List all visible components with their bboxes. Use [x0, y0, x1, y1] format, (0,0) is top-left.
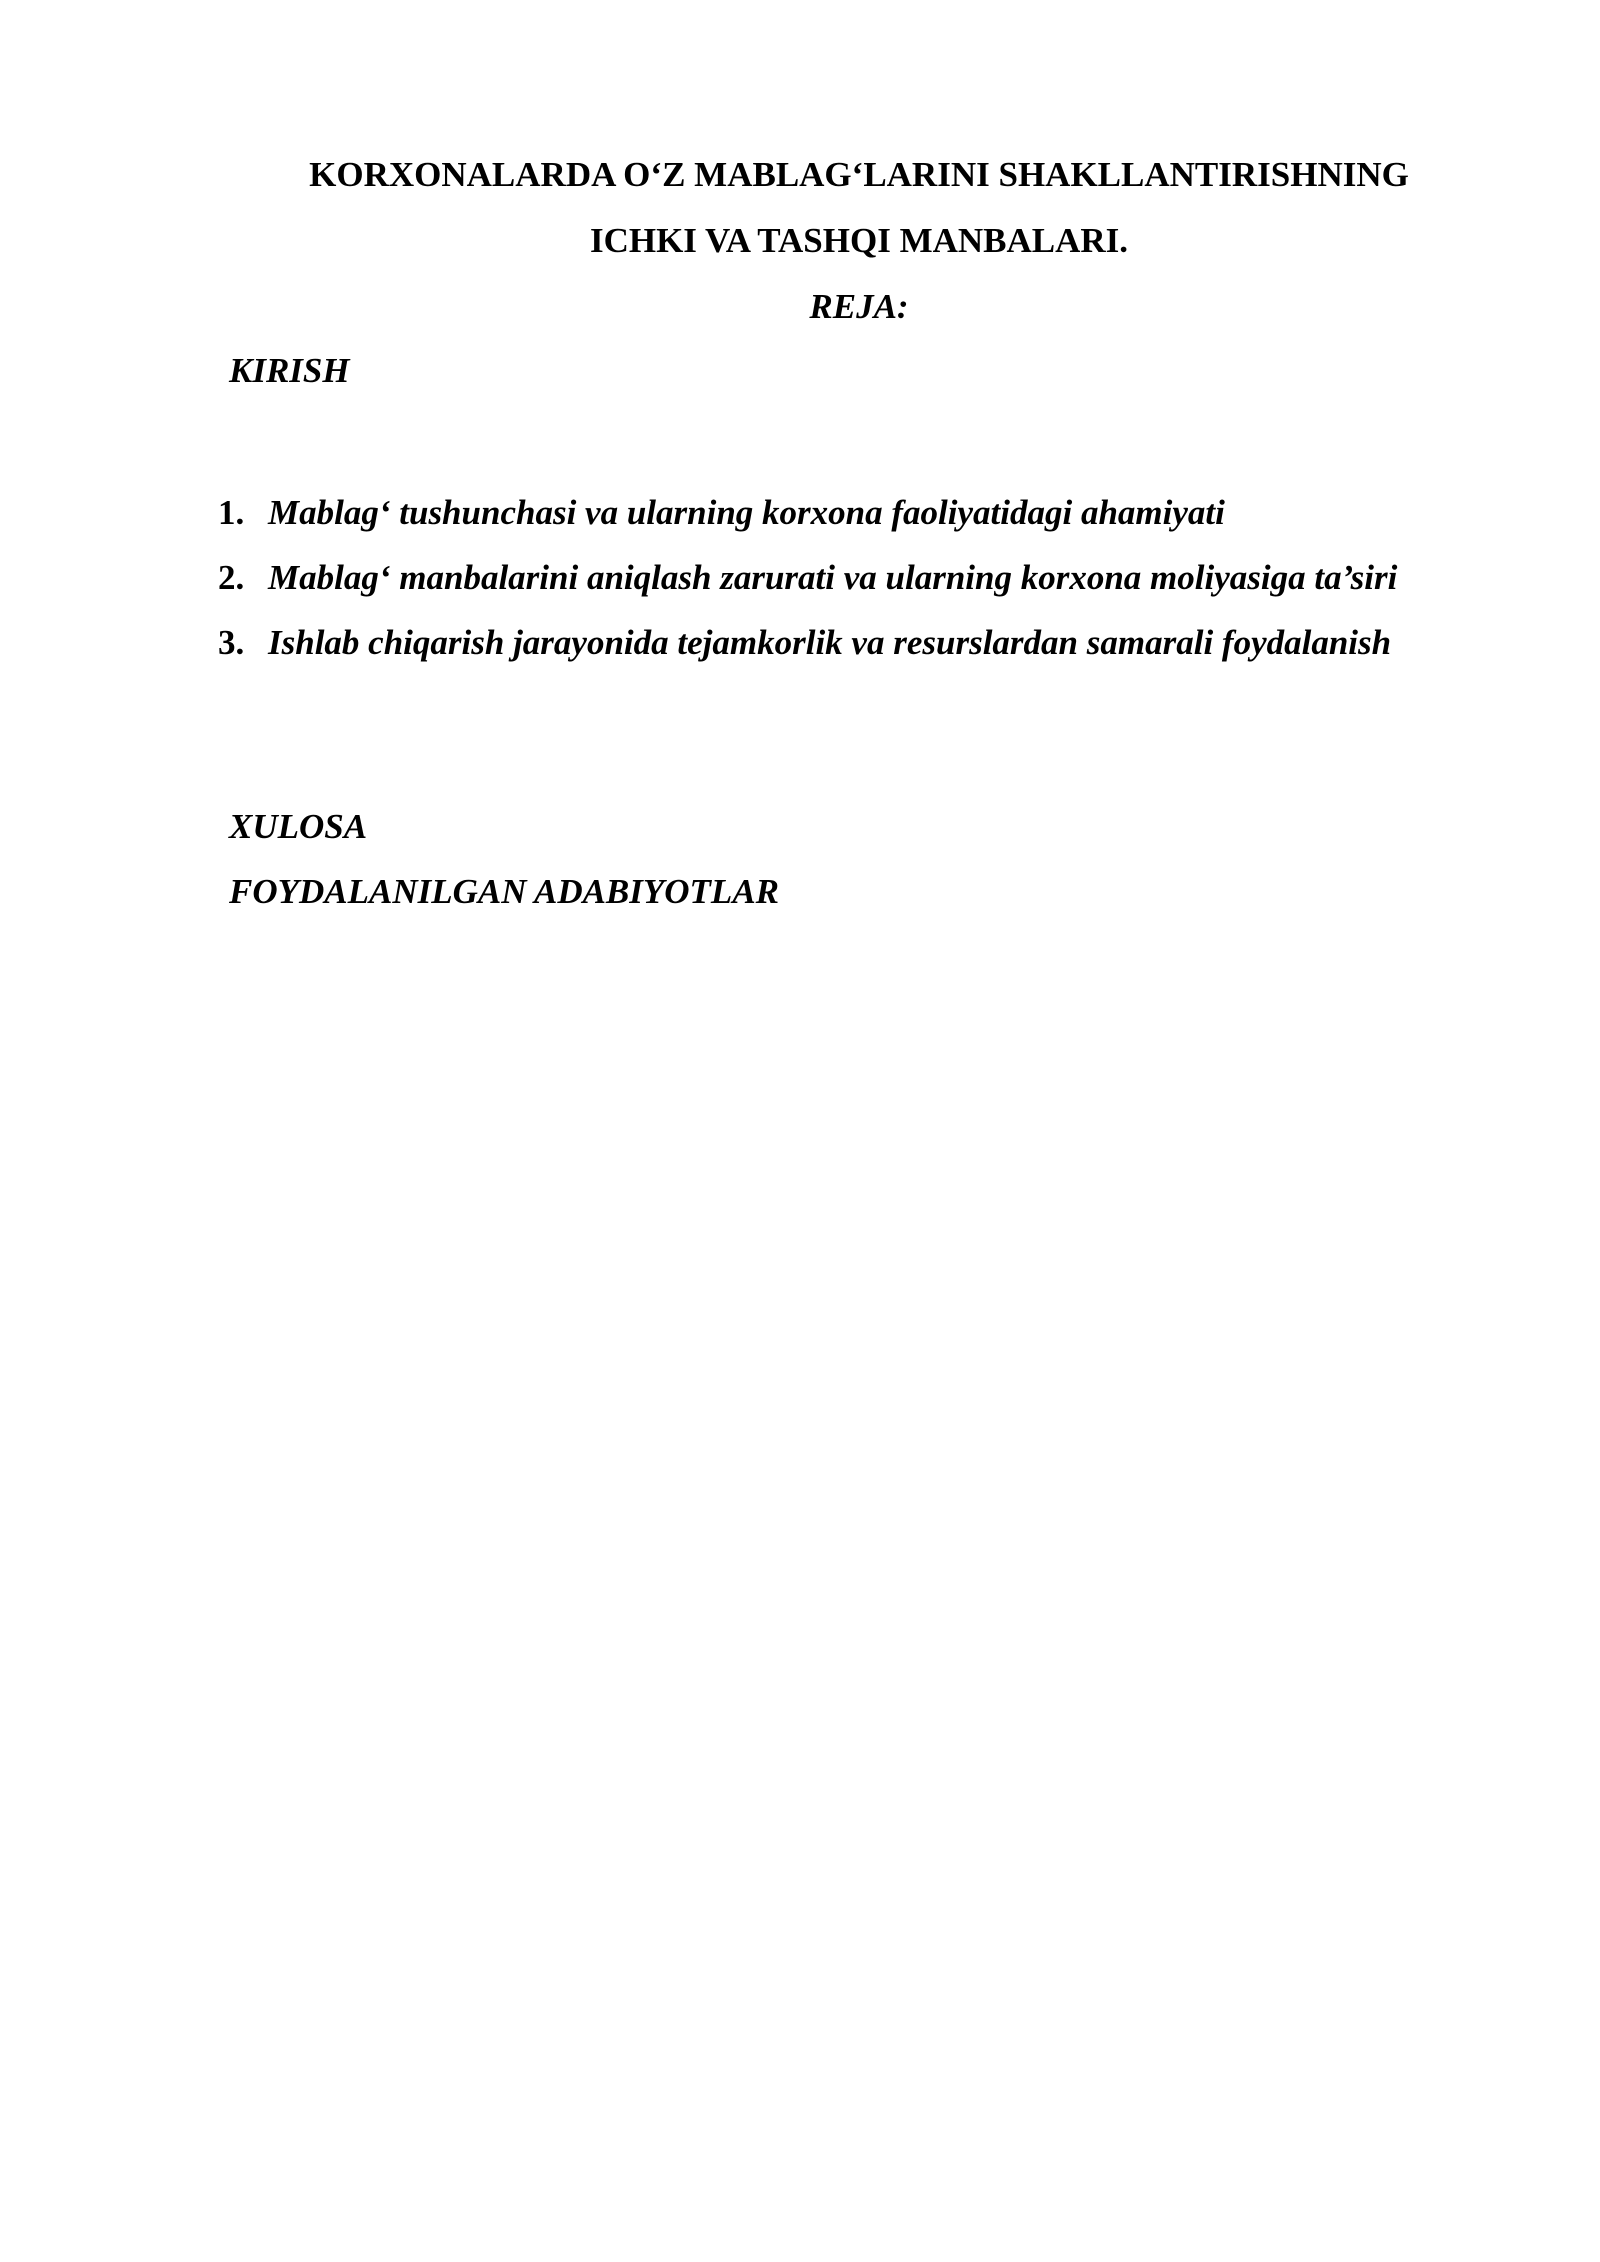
plan-item-2: [218, 545, 1468, 610]
intro-heading: KIRISH: [229, 351, 350, 390]
plan-item-text: Mablag‘ tushunchasi va ularning korxona faoliyatidagi ahamiyati: [268, 493, 1225, 532]
plan-item-number: 1.: [218, 493, 245, 532]
plan-item-3: [218, 610, 1518, 675]
plan-heading: REJA:: [809, 287, 909, 326]
plan-item-number: 3.: [218, 623, 245, 662]
references-heading: FOYDALANILGAN ADABIYOTLAR: [229, 872, 780, 911]
conclusion-heading: XULOSA: [229, 807, 368, 846]
document-title-line-1: KORXONALARDA O‘Z MABLAG‘LARINI SHAKLLANTIRISHNING: [309, 155, 1409, 194]
document-title-line-2: ICHKI VA TASHQI MANBALARI.: [589, 221, 1129, 260]
plan-item-text: Ishlab chiqarish jarayonida tejamkorlik va resurslardan samarali foydalanish: [268, 623, 1392, 662]
plan-item-text: Mablag‘ manbalarini aniqlash zarurati va ularning korxona moliyasiga ta’siri: [268, 558, 1398, 597]
plan-item-1: [218, 480, 1518, 545]
plan-list: [218, 480, 1518, 675]
plan-item-number: 2.: [218, 558, 245, 597]
